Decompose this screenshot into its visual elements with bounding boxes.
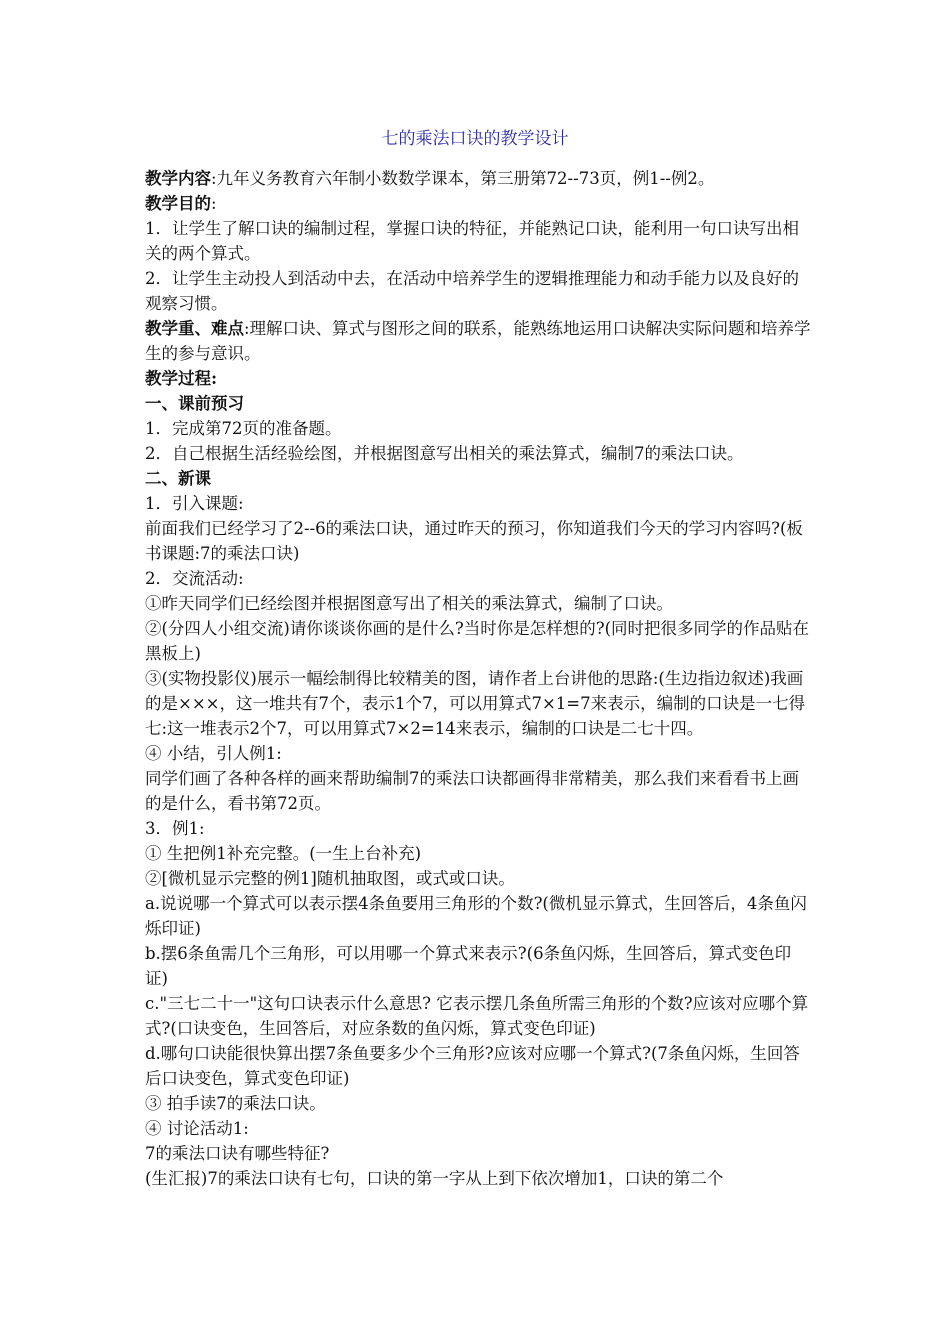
document-body [145, 166, 813, 1191]
lesson-line: ②(分四人小组交流)请你谈谈你画的是什么?当时你是怎样想的?(同时把很多同学的作品贴在黑板上) [145, 619, 810, 663]
lesson-line: (生汇报)7的乘法口诀有七句，口诀的第一字从上到下依次增加1，口诀的第二个 [145, 1169, 724, 1188]
teaching-content [145, 166, 813, 191]
key-points-text: :理解口诀、算式与图形之间的联系，能熟练地运用口诀解决实际问题和培养学生的参与意识。 [145, 319, 811, 363]
key-points [145, 316, 813, 366]
lesson-line: 7的乘法口诀有哪些特征? [145, 1144, 330, 1163]
section-heading-preview: 一、课前预习 [145, 394, 244, 413]
lesson-line: ④ 讨论活动1: [145, 1119, 249, 1138]
teaching-content-label: 教学内容 [145, 169, 211, 188]
goal-item: 1．让学生了解口诀的编制过程，掌握口诀的特征，并能熟记口诀，能利用一句口诀写出相关的两个算式。 [145, 219, 799, 263]
lesson-line: ②[微机显示完整的例1]随机抽取图，或式或口诀。 [145, 869, 515, 888]
teaching-goals-colon: : [211, 194, 217, 213]
lesson-line: 同学们画了各种各样的画来帮助编制7的乘法口诀都画得非常精美，那么我们来看看书上画的是什么，看书第72页。 [145, 769, 799, 813]
key-points-label: 教学重、难点 [145, 319, 244, 338]
lesson-line: 前面我们已经学习了2--6的乘法口诀，通过昨天的预习，你知道我们今天的学习内容吗?(板书课题:7的乘法口诀) [145, 519, 803, 563]
lesson-line: ③ 拍手读7的乘法口诀。 [145, 1094, 326, 1113]
section-heading-new-lesson: 二、新课 [145, 469, 211, 488]
lesson-line: 2．交流活动: [145, 569, 244, 588]
lesson-line: ①昨天同学们已经绘图并根据图意写出了相关的乘法算式，编制了口诀。 [145, 594, 673, 613]
lesson-line: b.摆6条鱼需几个三角形，可以用哪一个算式来表示?(6条鱼闪烁，生回答后，算式变色印证) [145, 944, 792, 988]
preview-item: 2．自己根据生活经验绘图，并根据图意写出相关的乘法算式，编制7的乘法口诀。 [145, 444, 744, 463]
lesson-line: a.说说哪一个算式可以表示摆4条鱼要用三角形的个数?(微机显示算式，生回答后，4条鱼闪烁印证) [145, 894, 807, 938]
teaching-content-text: :九年义务教育六年制小数数学课本，第三册第72--73页，例1--例2。 [211, 169, 715, 188]
lesson-line: ③(实物投影仪)展示一幅绘制得比较精美的图，请作者上台讲他的思路:(生边指边叙述)我画的是×××，这一堆共有7个，表示1个7，可以用算式7×1=7来表示，编制的口诀是一七得七:这一堆表示2个7，可以用算式7×2=14来表示，编制的口诀是二七十四。 [145, 669, 806, 738]
process-heading: 教学过程: [145, 369, 218, 388]
teaching-goals-label: 教学目的 [145, 194, 211, 213]
lesson-line: c."三七二十一"这句口诀表示什么意思? 它表示摆几条鱼所需三角形的个数?应该对应哪个算式?(口诀变色，生回答后，对应条数的鱼闪烁，算式变色印证) [145, 994, 809, 1038]
lesson-line: 1．引入课题: [145, 494, 244, 513]
document-title: 七的乘法口诀的教学设计 [381, 129, 569, 149]
lesson-line: d.哪句口诀能很快算出摆7条鱼要多少个三角形?应该对应哪一个算式?(7条鱼闪烁，生回答后口诀变色，算式变色印证) [145, 1044, 800, 1088]
lesson-line: ① 生把例1补充完整。(一生上台补充) [145, 844, 422, 863]
lesson-line: 3．例1: [145, 819, 205, 838]
preview-item: 1．完成第72页的准备题。 [145, 419, 342, 438]
teaching-goals [145, 191, 813, 216]
goal-item: 2．让学生主动投人到活动中去，在活动中培养学生的逻辑推理能力和动手能力以及良好的观察习惯。 [145, 269, 799, 313]
lesson-line: ④ 小结，引人例1: [145, 744, 282, 763]
